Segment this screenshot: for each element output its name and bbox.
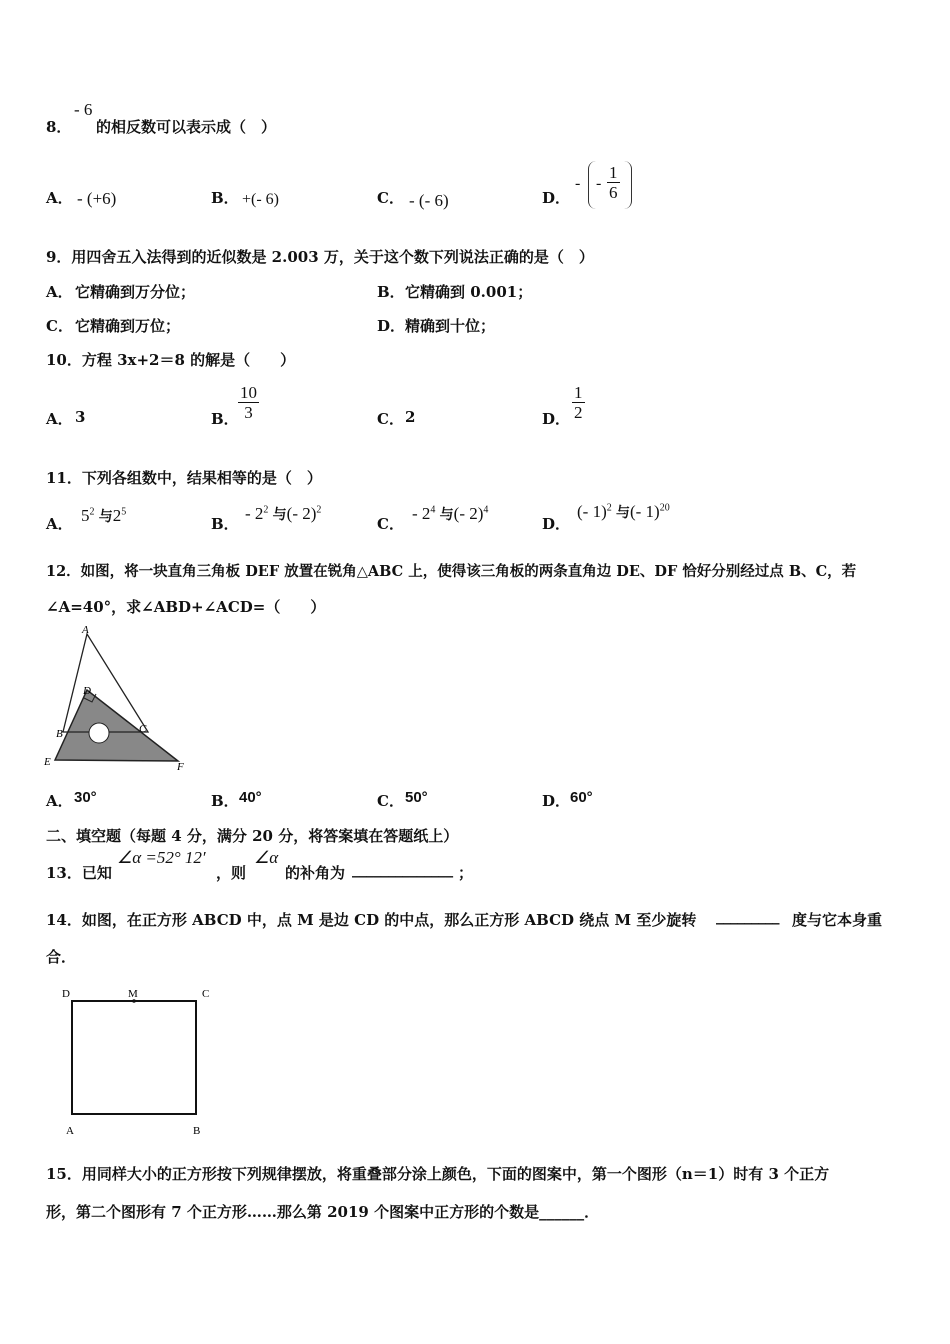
q11-option-b-left-exp: 2: [263, 504, 269, 516]
q13-expr2: ∠α: [254, 848, 279, 867]
q15-stem-line1: 15．用同样大小的正方形按下列规律摆放，将重叠部分涂上颜色，下面的图案中，第一个图形（n＝1）时有 3 个正方: [46, 1165, 830, 1183]
q12-hole: [89, 723, 109, 743]
q12-option-a-value: 30°: [74, 789, 97, 806]
q13-expr: ∠α =52° 12′: [117, 848, 206, 867]
q10-option-d-numerator: 1: [574, 383, 583, 402]
q12-figure: [40, 622, 200, 774]
q12-option-a-label: A．: [46, 792, 73, 810]
q12-label-d: D: [83, 685, 91, 697]
q8-number: 8．: [46, 118, 72, 136]
q9-stem: 9．用四舍五入法得到的近似数是 2.003 万，关于这个数下列说法正确的是（ ）: [46, 248, 594, 266]
q9-option-d-label: D．: [377, 317, 406, 335]
q8-option-d-prefix: -: [575, 175, 581, 192]
q10-option-d-label: D．: [542, 410, 571, 428]
q8-option-c-label: C．: [377, 189, 404, 207]
q14-figure: [58, 985, 218, 1137]
q12-label-a: A: [82, 624, 89, 636]
q11-option-d-left-base: (- 1): [577, 502, 607, 521]
q8-option-b-label: B．: [211, 189, 239, 207]
q11-option-d-right-exp: 20: [659, 502, 670, 514]
q12-triangle-def: [55, 690, 178, 761]
q11-stem: 11．下列各组数中，结果相等的是（ ）: [46, 469, 322, 487]
q11-option-a-right-base: 2: [112, 506, 122, 525]
q8-option-d-label: D．: [542, 189, 571, 207]
q11-option-d-label: D．: [542, 515, 571, 533]
q8-option-d-inner-sign: -: [596, 175, 602, 192]
q10-option-b-denominator: 3: [244, 403, 253, 422]
q11-option-b-right-base: (- 2): [286, 504, 317, 523]
q14-square: [72, 1001, 196, 1114]
q12-stem-line1: 12．如图，将一块直角三角板 DEF 放置在锐角△ABC 上，使得该三角板的两条直角边 DE、DF 恰好分别经过点 B、C，若: [46, 563, 857, 580]
q14-label-d: D: [62, 988, 70, 1000]
q11-option-a-left-exp: 2: [89, 506, 95, 518]
q12-option-b-value: 40°: [239, 789, 262, 806]
q14-stem-line2: 合．: [46, 948, 77, 966]
q12-option-d-label: D．: [542, 792, 571, 810]
q11-option-d-left-exp: 2: [606, 502, 612, 514]
q14-label-m: M: [128, 988, 138, 1000]
q11-option-a-connector: 与: [98, 510, 113, 525]
q12-option-b-label: B．: [211, 792, 239, 810]
q11-option-b-left-base: - 2: [245, 504, 264, 523]
section-2-heading: 二、填空题（每题 4 分，满分 20 分，将答案填在答题纸上）: [46, 827, 459, 845]
q8-option-c-expr: - (- 6): [409, 191, 449, 210]
q8-term: - 6: [74, 100, 93, 119]
q10-option-b-fraction: [238, 383, 259, 422]
q11-option-a-right-exp: 5: [121, 506, 127, 518]
q12-stem-line2: ∠A=40°，求∠ABD+∠ACD=（ ）: [46, 598, 326, 616]
q11-option-c-expr: [412, 504, 488, 524]
q11-option-c-left-base: - 2: [412, 504, 431, 523]
q14-stem-line1: 14．如图，在正方形 ABCD 中，点 M 是边 CD 的中点，那么正方形 ABCD 绕点 M 至少旋转: [46, 911, 697, 929]
q14-answer-blank[interactable]: _________: [716, 907, 779, 925]
q9-option-b-text: 它精确到 0.001；: [405, 283, 533, 301]
q8-option-b-expr: +(- 6): [242, 191, 280, 208]
q9-option-a-label: A．: [46, 283, 73, 301]
q8-option-d-numerator: 1: [609, 163, 618, 182]
q9-option-c-text: 它精确到万位；: [75, 317, 181, 335]
q10-option-a-label: A．: [46, 410, 73, 428]
q14-stem-line1-end: 度与它本身重: [792, 911, 883, 929]
q11-option-a-expr: [81, 506, 126, 526]
q14-label-c: C: [202, 988, 210, 1000]
q12-option-d-value: 60°: [570, 789, 593, 806]
q12-option-c-label: C．: [377, 792, 404, 810]
q11-option-d-right-base: (- 1): [629, 502, 660, 521]
q9-option-d-text: 精确到十位；: [405, 317, 496, 335]
q10-option-d-denominator: 2: [574, 403, 583, 422]
q12-label-e: E: [44, 756, 51, 768]
q12-label-f: F: [177, 761, 184, 773]
q10-option-c-label: C．: [377, 410, 404, 428]
q8-option-a-expr: - (+6): [77, 189, 117, 208]
q10-option-d-fraction: [572, 383, 585, 422]
q11-option-b-label: B．: [211, 515, 239, 533]
q9-option-a-text: 它精确到万分位；: [75, 283, 196, 301]
q11-option-b-right-exp: 2: [316, 504, 322, 516]
q10-option-b-label: B．: [211, 410, 239, 428]
q9-option-c-label: C．: [46, 317, 73, 335]
q11-option-b-expr: [245, 504, 321, 524]
q12-option-c-value: 50°: [405, 789, 428, 806]
q15-stem-line2: 形，第二个图形有 7 个正方形……那么第 2019 个图案中正方形的个数是______．: [46, 1203, 600, 1221]
q10-stem: 10．方程 3x+2＝8 的解是（ ）: [46, 351, 296, 369]
q14-label-b: B: [193, 1125, 201, 1137]
q11-option-d-connector: 与: [615, 506, 630, 521]
q13-middle: ，则: [216, 864, 247, 882]
q13-end: 的补角为: [285, 864, 346, 882]
q8-option-d-fraction: [607, 163, 620, 202]
q8-stem: 的相反数可以表示成（ ）: [96, 118, 277, 136]
q11-option-d-expr: [577, 502, 670, 522]
q10-option-a-value: 3: [75, 408, 86, 426]
q12-label-c: C: [139, 723, 147, 735]
q8-option-d-denominator: 6: [609, 183, 618, 202]
q13-answer-blank[interactable]: ______________: [352, 860, 453, 878]
q9-option-b-label: B．: [377, 283, 405, 301]
q10-option-b-numerator: 10: [240, 383, 257, 402]
q11-option-c-label: C．: [377, 515, 404, 533]
q11-option-b-connector: 与: [272, 508, 287, 523]
q11-option-c-left-exp: 4: [430, 504, 436, 516]
q13-tail: ；: [458, 864, 474, 882]
q8-option-a-label: A．: [46, 189, 73, 207]
q12-label-b: B: [56, 728, 63, 740]
q11-option-c-right-base: (- 2): [453, 504, 484, 523]
q14-label-a: A: [66, 1125, 74, 1137]
q11-option-a-left-base: 5: [81, 506, 90, 525]
q13-number: 13．已知: [46, 864, 112, 882]
q11-option-c-right-exp: 4: [483, 504, 489, 516]
q10-option-c-value: 2: [405, 408, 416, 426]
q11-option-c-connector: 与: [439, 508, 454, 523]
q11-option-a-label: A．: [46, 515, 73, 533]
